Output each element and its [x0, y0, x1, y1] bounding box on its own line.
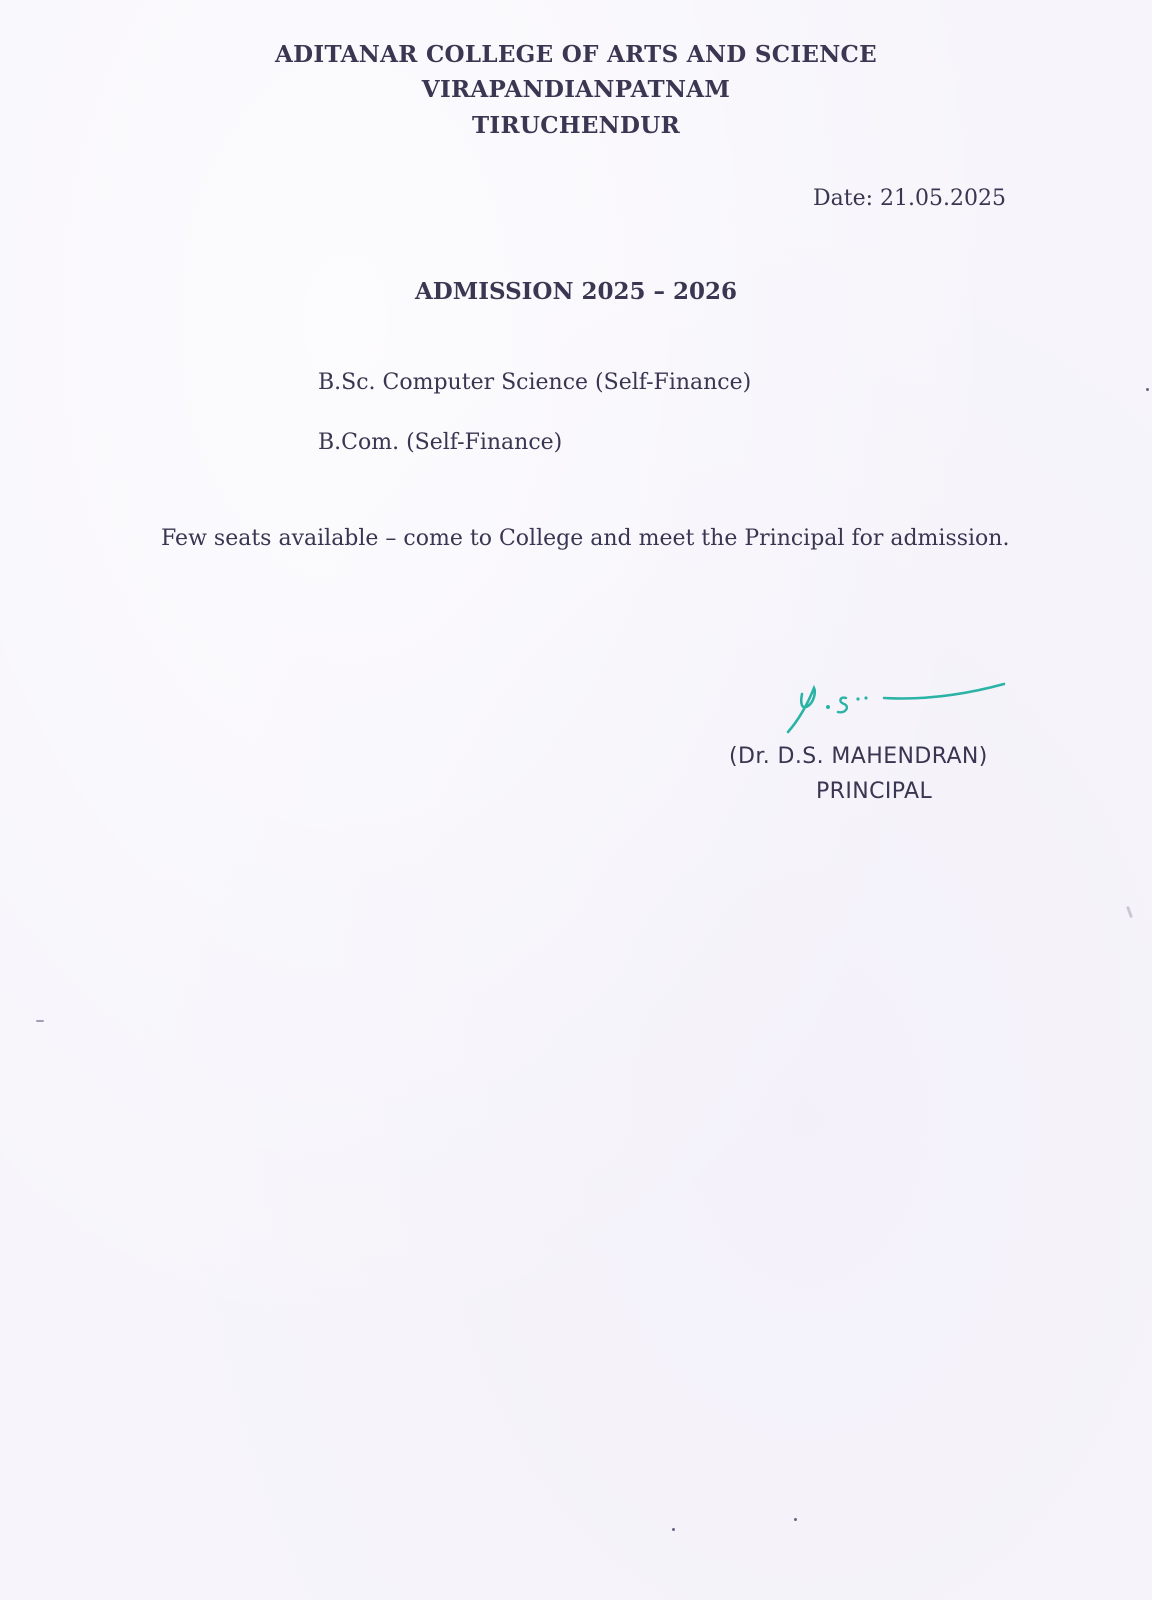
college-name: ADITANAR COLLEGE OF ARTS AND SCIENCE	[275, 41, 877, 68]
course-item: B.Com. (Self-Finance)	[318, 430, 563, 455]
admission-title: ADMISSION 2025 – 2026	[414, 278, 738, 305]
notice-body: Few seats available – come to College and meet the Principal for admission.	[161, 526, 1010, 551]
signatory-designation: PRINCIPAL	[816, 779, 933, 804]
signatory-name: (Dr. D.S. MAHENDRAN)	[729, 744, 988, 769]
college-location: VIRAPANDIANPATNAM	[421, 76, 731, 103]
paper-speck	[1146, 388, 1149, 391]
course-item: B.Sc. Computer Science (Self-Finance)	[318, 370, 752, 395]
paper-speck	[36, 1020, 44, 1022]
paper-speck	[672, 1528, 675, 1531]
notice-date: Date: 21.05.2025	[813, 186, 1006, 211]
paper-speck	[794, 1518, 797, 1521]
college-town: TIRUCHENDUR	[471, 112, 681, 139]
paper-speck	[1126, 906, 1133, 918]
